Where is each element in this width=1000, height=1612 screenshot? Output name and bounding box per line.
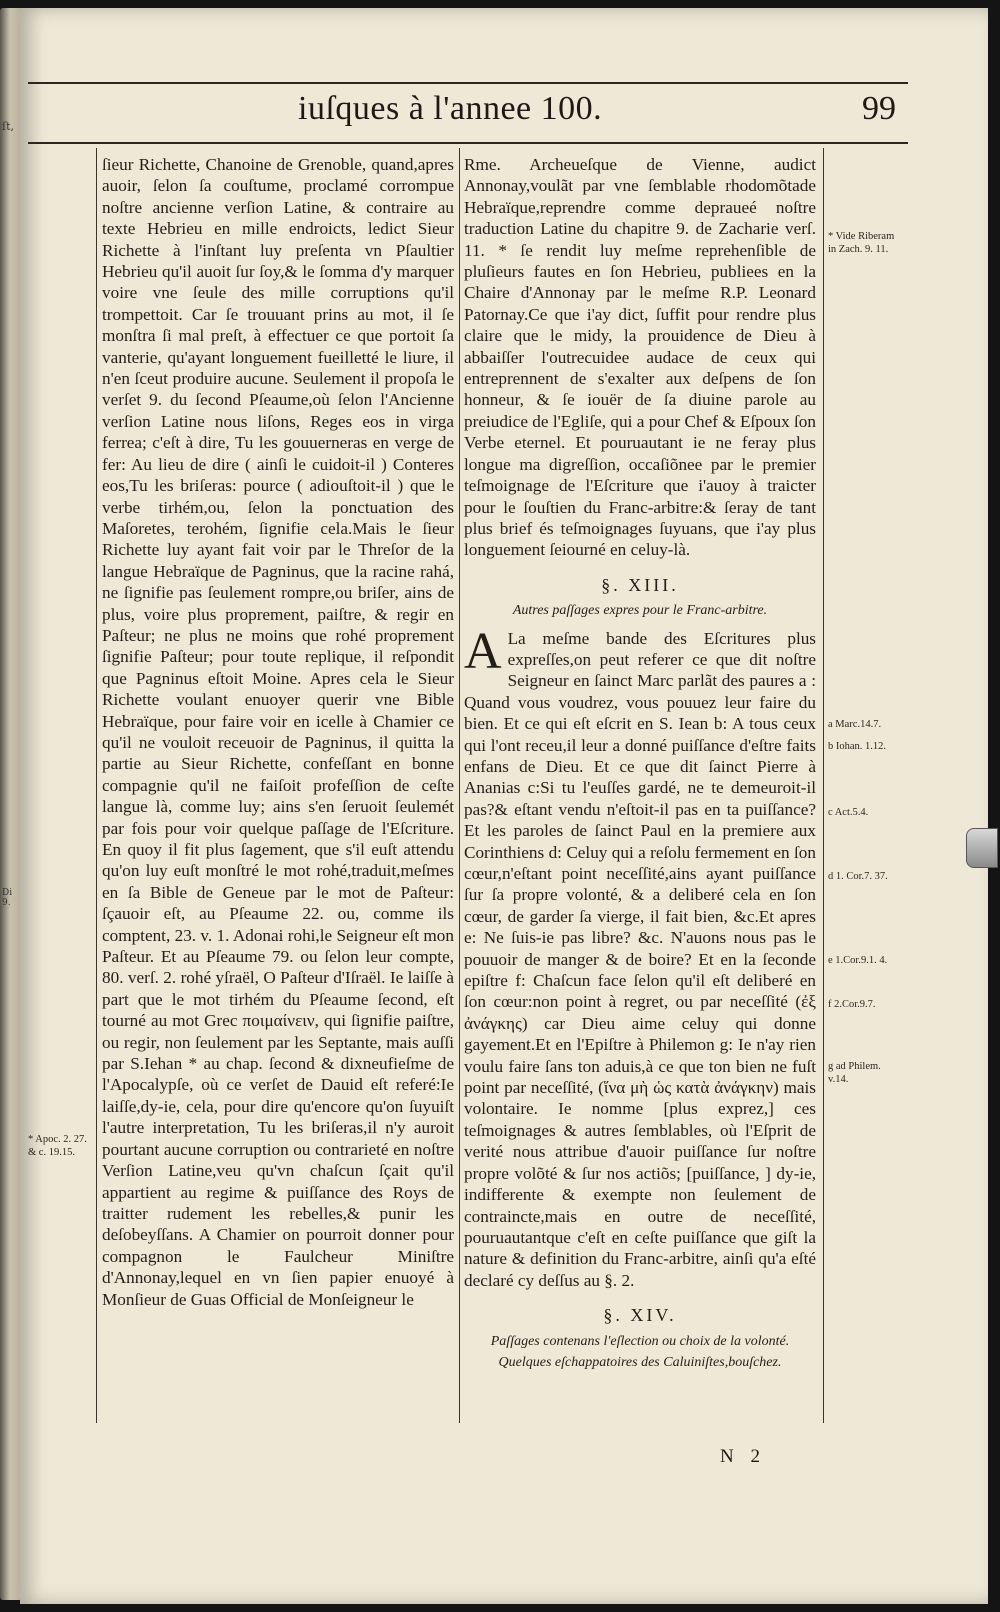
- section-14-subheading: Paſſages contenans l'eſlection ou choix de la volonté. Quelques eſchappatoires des Caluiniſtes,bouſchez.: [490, 1333, 790, 1370]
- running-head: [28, 82, 908, 144]
- section-13-subheading: Autres paſſages expres pour le Franc-arbitre.: [512, 603, 768, 619]
- folio-number: 99: [862, 90, 896, 127]
- margin-note-d: d 1. Cor.7. 37.: [828, 871, 888, 882]
- left-column: [102, 154, 454, 1310]
- margin-note-ribera: * Vide Riberam in Zach. 9. 11.: [828, 231, 895, 255]
- prev-page-fragment-mid: Di 9.: [2, 888, 13, 908]
- center-column-rule: [459, 148, 460, 1423]
- margin-note-e: e 1.Cor.9.1. 4.: [828, 955, 888, 966]
- right-column: [464, 154, 816, 1379]
- margin-note-b: b Iohan. 1.12.: [828, 741, 887, 752]
- prev-page-fragment-top: ſt,: [2, 120, 14, 133]
- left-column-rule: [96, 148, 97, 1423]
- right-column-intro: Rme. Archeueſque de Vienne, audict Annonay,voulãt par vne ſemblable rhodomõtade Hebraïque,reprendre comme depraueé noſtre traduction Latine du chapitre 9. de Zacharie verſ. 11. * ſe rendit luy meſme reprehenſible de pluſieurs fautes en ſon Hebrieu, publiees en la Chaire d'Annonay par le meſme R.P. Leonard Patornay.Ce que i'ay dict, ſuffit pour rendre plus claire que le midy, la prouidence de Dieu à abbaiſſer l'outrecuidee audace de ceux qui entreprennent de s'exalter aux deſpens de ſon honneur, & ſe iouër de ſa diuine parole au preiudice de l'Egliſe, qui a pour Chef & Eſpoux ſon Verbe eternel. Et pouruautant ie ne feray plus longue ma digreſſion, occaſiõnee par le premier teſmoignage de l'Eſcriture que i'auoy à traicter pour le ſouſtien du Franc-arbitre:& ſeray de tant plus brief és teſmoignages ſuyuans, que i'ay plus longuement ſeiourné en celuy-là.: [464, 155, 816, 560]
- margin-note-f: f 2.Cor.9.7.: [828, 999, 876, 1010]
- left-column-text: ſieur Richette, Chanoine de Grenoble, quand,apres auoir, ſelon ſa couſtume, proclamé corrompue noſtre ancienne verſion Latine, & contraire au texte Hebrieu en mille endroicts, ledict Sieur Richette à l'inſtant luy preſenta vn Pſaultier Hebrieu qu'il auoit ſur ſoy,& le ſomma d'y marquer voire vne ſeule des mille corruptions qu'il trompettoit. Car ſe trouuant prins au mot, il ſe monſtra ſi mal preſt, à effectuer ce que portoit ſa vanterie, qu'ayant longuement fueilletté le liure, il n'en ſceut produire aucune. Seulement il propoſa le verſet 9. du ſecond Pſeaume,où ſelon l'Ancienne verſion Latine nous liſons, Reges eos in virga ferrea; c'eſt à dire, Tu les gouuerneras en verge de fer: Au lieu de dire ( ainſi le cuidoit-il ) Conteres eos,Tu les briſeras: pource ( adiouſtoit-il ) que le verbe tirhém,ou, ſelon la ponctuation des Maſoretes, terohém, ſignifie cela.Mais le ſieur Richette luy ayant fait voir par le Threſor de la langue Hebraïque de Pagninus, que la racine rahá, ne ſignifie pas ſeulement rompre,ou briſer, ains de plus, voire plus proprement, paiſtre, & regir en Paſteur; ne plus ne moins que rohé proprement ſignifie Paſteur; pour toute replique, il reſpondit que Pagninus eſtoit Moine. Apres cela le Sieur Richette voulant enuoyer querir vne Bible Hebraïque, pour faire voir en icelle à Chamier ce qu'il ne vouloit receuoir de Pagninus, il quitta la partie au Sieur Richette, confeſſant en bonne compagnie qu'il ne faiſoit profeſſion de ceſte langue là, comme luy; ains s'en ſeruoit ſeulemét par fois pour voir quelque paſſage de l'Eſcriture. En quoy il fit plus ſagement, que s'il euſt attendu qu'on luy euſt monſtré le mot rohé,traduit,meſmes en ſa Bible de Geneue par le mot de Paſteur: ſçauoir eſt, au Pſeaume 22. ou, comme ils comptent, 23. v. 1. Adonai rohi,le Seigneur eſt mon Paſteur. Et au Pſeaume 79. ou ſelon leur compte, 80. verſ. 2. rohé yſraël, O Paſteur d'Iſraël. Ie laiſſe à part que le mot tirhém du Pſeaume ſecond, eſt tourné au mot Grec ποιμαίνειν, qui ſignifie paiſtre, ou regir, non ſeulement par les Septante, mais auſſi par S.Iehan * au chap. ſecond & dixneufieſme de l'Apocalypſe, où ce verſet de Dauid eſt referé:Ie laiſſe,dy-ie, cela, pour dire qu'encore qu'on ſuyuiſt l'autre interpretation, Tu les briſeras,il n'y auroit pourtant aucune corruption ou contrarieté en noſtre Verſion Latine,veu qu'vn chaſcun ſçait qu'il appartient au regime & puiſſance des Roys de traitter rudement les rebelles,& punir les deſobeyſſans. A Chamier on pourroit donner pour compagnon le Faulcheur Miniſtre d'Annonay,lequel en vn ſien papier enuoyé à Monſieur de Guas Official de Monſeigneur le: [102, 155, 454, 1309]
- margin-note-a: a Marc.14.7.: [828, 719, 882, 730]
- running-head-title: iuſques à l'annee 100.: [298, 90, 603, 127]
- section-13-text: La meſme bande des Eſcritures plus expreſſes,on peut referer ce que dit noſtre Seigneur en ſainct Marc parlãt des paures a : Quand vous voudrez, vous pouuez leur faire du bien. Et ce qui eſt eſcrit en S. Iean b: A tous ceux qui l'ont receu,il leur a donné puiſſance d'eſtre faits enfans de Dieu. Et ce que dit ſainct Pierre à Ananias c:Si tu l'euſſes gardé, ne te demeuroit-il pas?& eſtant vendu n'eſtoit-il pas en ta puiſſance? Et les paroles de ſainct Paul en la premiere aux Corinthiens d: Celuy qui a reſolu fermement en ſon cœur,n'eſtant point neceſſité,ains ayant puiſſance ſur ſa propre volonté, & a deliberé cela en ſon cœur, de garder ſa vierge, il fait bien, &c.Et apres e: Ne ſuis-ie pas libre? &c. N'auons nous pas le pouuoir de manger & de boire? Et en la ſeconde epiſtre f: Chaſcun face ſelon qu'il eſt deliberé en ſon cœur:non point à regret, ou par neceſſité (ἐξ ἀνάγκης) car Dieu aime celuy qui donne gayement.Et en l'Epiſtre à Philemon g: Ie n'ay rien voulu faire ſans ton aduis,à ce que ton bien ne fuſt point par neceſſité, (ἵνα μὴ ὡς κατὰ ἀνάγκην) mais volontaire. Ie nomme [plus exprez,] ces teſmoignages & autres ſemblables, où l'Eſprit de verité nous attribue d'auoir puiſſance ſur noſtre propre volõté & ſur nos actiõs; [puiſſance, ] dy-ie, indifferente & exempte non ſeulement de contraincte,mais en outre de neceſſité, pouruautantque c'eſt en ceſte puiſſance que giſt la nature & definition du Franc-arbitre, ainſi qu'a eſté declaré cy deſſus au §. 2.: [464, 628, 816, 1290]
- margin-note-g: g ad Philem. v.14.: [828, 1061, 881, 1085]
- right-column-rule: [823, 148, 824, 1423]
- book-page: [20, 8, 988, 1604]
- margin-note-apoc: * Apoc. 2. 27. & c. 19.15.: [28, 1134, 87, 1158]
- page-clip-icon: [966, 828, 998, 868]
- signature-mark: N 2: [720, 1446, 766, 1467]
- section-14-heading: §. XIV.: [603, 1305, 677, 1326]
- section-13-dropcap: A: [464, 622, 502, 680]
- previous-page-edge: [0, 8, 22, 1600]
- section-13-heading: §. XIII.: [601, 574, 679, 595]
- margin-note-c: c Act.5.4.: [828, 807, 869, 818]
